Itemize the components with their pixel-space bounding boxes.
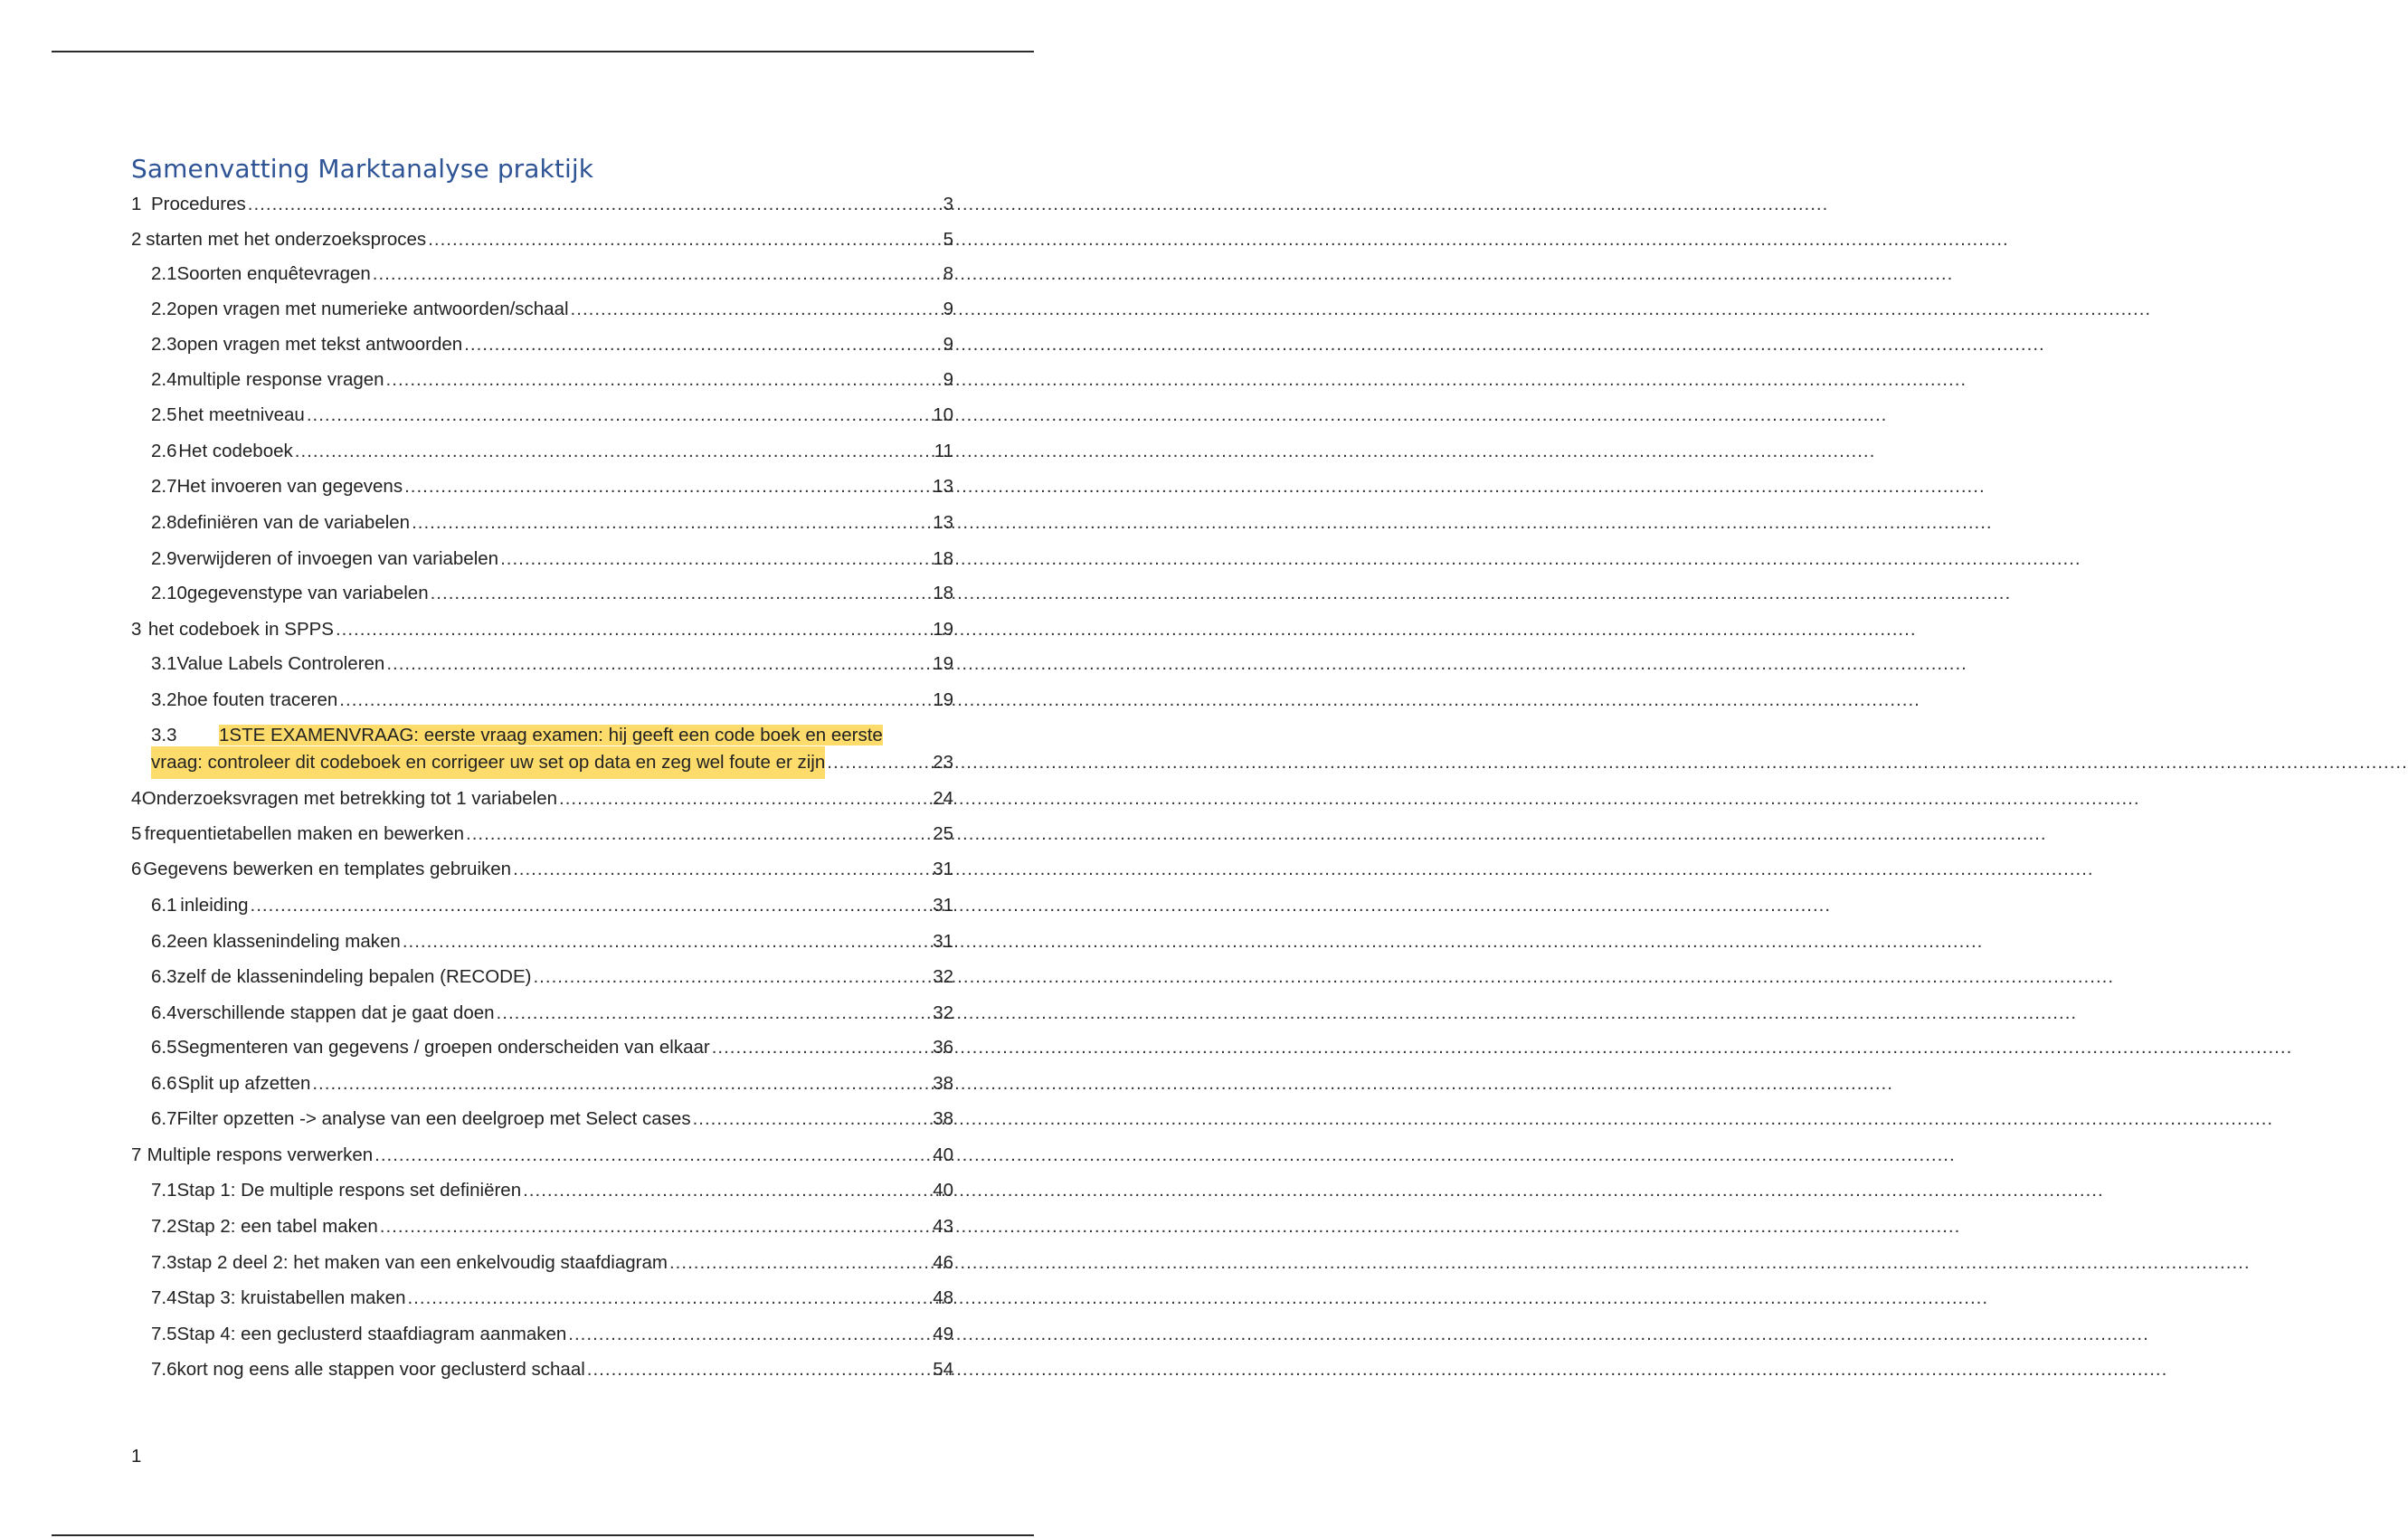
toc-entry[interactable] [0,853,1085,886]
toc-entry-title: inleiding [180,895,249,916]
document-title: Samenvatting Marktanalyse praktijk [131,154,594,184]
toc-entry-title: Gegevens bewerken en templates gebruiken [143,859,512,879]
toc-entry-page: 25 [933,823,953,844]
footer-page-number: 1 [131,1446,142,1467]
dot-leader [386,364,942,396]
toc-entry-title: frequentietabellen maken en bewerken [144,823,465,844]
toc-entry-page: 8 [943,263,953,284]
dot-leader [374,1139,931,1172]
toc-entry-number: 2.1 [151,263,177,284]
toc-entry[interactable] [0,648,1085,680]
dot-leader [466,818,931,850]
toc-entry-page: 18 [933,548,953,569]
dot-leader [251,889,932,922]
toc-entry-title: Multiple respons verwerken [147,1144,374,1165]
toc-entry-page: 40 [933,1180,953,1201]
toc-entry-title: verwijderen of invoegen van variabelen [176,548,499,569]
toc-entry[interactable] [0,364,1085,396]
toc-entry-page: 13 [933,512,953,533]
toc-entry[interactable] [0,1103,1085,1135]
toc-entry-number: 2.4 [151,369,177,390]
toc-entry-title: Value Labels Controleren [176,653,385,674]
toc-entry-title: open vragen met tekst antwoorden [176,334,463,355]
dot-leader [339,684,931,717]
toc-entry-number: 6.7 [151,1108,177,1129]
toc-entry[interactable] [0,258,1085,290]
toc-entry-page: 11 [934,441,953,461]
toc-entry[interactable] [0,926,1085,958]
toc-entry-title: het codeboek in SPPS [147,619,334,640]
dot-leader [412,507,931,539]
toc-entry[interactable] [0,1282,1085,1315]
toc-entry-number: 3 [131,619,142,640]
footer-rule [52,1534,1034,1536]
toc-entry-number: 6.3 [151,966,177,987]
toc-entry-page: 18 [933,583,953,603]
toc-entry-title: starten met het onderzoeksproces [146,229,427,250]
toc-entry-title: Split up afzetten [177,1073,311,1094]
toc-entry-number: 3.1 [151,653,177,674]
toc-entry-number: 6.6 [151,1073,177,1094]
toc-entry-title: gegevenstype van variabelen [186,583,429,603]
toc-entry-page: 48 [933,1287,953,1308]
toc-entry-page: 38 [933,1073,953,1094]
dot-leader [827,746,931,779]
dot-leader [571,293,942,326]
dot-leader [403,926,931,958]
toc-entry-page: 24 [933,788,953,809]
toc-entry-title: kort nog eens alle stappen voor geclusterd schaal [176,1359,585,1380]
toc-entry[interactable] [0,399,1085,432]
toc-entry-number: 7.2 [151,1216,177,1237]
dot-leader [568,1318,931,1351]
toc-entry-title: Stap 2: een tabel maken [176,1216,378,1237]
toc-entry-number: 2.10 [151,583,187,603]
toc-entry[interactable] [0,543,1085,575]
toc-entry-number: 2.8 [151,512,177,533]
dot-leader [669,1247,931,1279]
toc-entry-title: open vragen met numerieke antwoorden/schaal [176,299,569,319]
toc-entry-page: 31 [933,895,953,916]
table-of-contents [0,0,1085,1448]
dot-leader [404,470,931,503]
toc-entry-page: 9 [943,299,953,319]
toc-entry-page: 54 [933,1359,953,1380]
dot-leader [523,1174,931,1207]
toc-entry-number: 2.7 [151,476,177,497]
toc-entry[interactable] [0,577,1085,610]
toc-entry[interactable] [0,818,1085,850]
toc-entry-number: 2 [131,229,142,250]
toc-entry[interactable] [0,997,1085,1030]
dot-leader [386,648,931,680]
toc-entry-number: 3.2 [151,689,177,710]
dot-leader [497,997,932,1030]
toc-entry-title: zelf de klassenindeling bepalen (RECODE) [176,966,532,987]
toc-entry-page: 19 [933,619,953,640]
toc-entry-page: 31 [933,859,953,879]
toc-entry-number: 7.6 [151,1359,177,1380]
dot-leader [464,328,941,361]
toc-entry[interactable] [0,188,1085,221]
toc-entry-title: verschillende stappen dat je gaat doen [176,1002,495,1023]
toc-entry[interactable] [0,1139,1085,1172]
toc-entry[interactable] [0,1353,1085,1386]
toc-entry-title: Het codeboek [178,441,293,461]
toc-entry-number: 5 [131,823,142,844]
toc-entry-title: een klassenindeling maken [176,931,401,952]
toc-entry-number: 4 [131,788,142,809]
toc-entry-title: multiple response vragen [176,369,384,390]
toc-entry[interactable] [0,435,1085,468]
toc-entry[interactable] [0,1247,1085,1279]
toc-entry-number: 6.5 [151,1037,177,1058]
dot-leader [373,258,942,290]
toc-entry[interactable] [0,293,1085,326]
toc-entry-title-line-2: vraag: controleer dit codeboek en corrigeer uw set op data en zeg wel foute er zijn [151,746,825,779]
toc-entry-number: 6.1 [151,895,177,916]
toc-entry[interactable] [0,1318,1085,1351]
toc-entry-page: 31 [933,931,953,952]
toc-entry-number: 3.3 [151,725,177,745]
toc-entry-title: stap 2 deel 2: het maken van een enkelvoudig staafdiagram [176,1252,668,1273]
toc-entry-number: 7.5 [151,1324,177,1344]
toc-entry[interactable] [0,684,1085,717]
toc-entry[interactable] [0,507,1085,539]
toc-entry-number: 2.6 [151,441,177,461]
toc-entry-page: 46 [933,1252,953,1273]
dot-leader [431,577,932,610]
toc-entry[interactable] [0,613,1085,646]
dot-leader [312,1068,931,1100]
toc-entry-number: 6.4 [151,1002,177,1023]
dot-leader [248,188,942,221]
toc-entry-title: hoe fouten traceren [176,689,338,710]
dot-leader [307,399,931,432]
dot-leader [587,1353,931,1386]
dot-leader [693,1103,932,1135]
toc-entry-page: 19 [933,653,953,674]
toc-entry-title: Onderzoeksvragen met betrekking tot 1 variabelen [141,788,557,809]
toc-entry-page: 32 [933,1002,953,1023]
toc-entry-title: Procedures [150,194,246,214]
toc-entry-title: Stap 3: kruistabellen maken [176,1287,406,1308]
toc-entry-page: 49 [933,1324,953,1344]
toc-entry-title: Filter opzetten -> analyse van een deelgroep met Select cases [176,1108,691,1129]
toc-entry-page: 38 [933,1108,953,1129]
toc-entry-page: 19 [933,689,953,710]
dot-leader [380,1210,931,1243]
toc-entry-title: het meetniveau [177,404,305,425]
toc-entry-title: Het invoeren van gegevens [176,476,403,497]
dot-leader [428,223,941,256]
toc-entry-title: Segmenteren van gegevens / groepen onderscheiden van elkaar [176,1037,710,1058]
toc-entry[interactable] [0,1068,1085,1100]
toc-entry-number: 7.1 [151,1180,177,1201]
toc-entry[interactable] [0,223,1085,256]
toc-entry-page: 10 [933,404,953,425]
dot-leader [500,543,931,575]
toc-entry-title: Soorten enquêtevragen [176,263,371,284]
dot-leader [513,853,931,886]
toc-entry[interactable] [0,783,1085,815]
toc-entry-page: 9 [943,369,953,390]
dot-leader [407,1282,931,1315]
dot-leader [559,783,931,815]
toc-entry-highlighted-continuation[interactable] [0,746,1085,779]
toc-entry-page: 43 [933,1216,953,1237]
toc-entry-title: Stap 1: De multiple respons set definiëren [176,1180,522,1201]
toc-entry-page: 5 [943,229,953,250]
dot-leader [712,1031,931,1064]
toc-entry-page: 32 [933,966,953,987]
dot-leader [336,613,931,646]
toc-entry[interactable] [0,1031,1085,1064]
toc-entry[interactable] [0,470,1085,503]
toc-entry-title-line-1: 1STE EXAMENVRAAG: eerste vraag examen: hij geeft een code boek en eerste [219,725,883,745]
toc-entry[interactable] [0,1210,1085,1243]
toc-entry[interactable] [0,889,1085,922]
toc-entry[interactable] [0,961,1085,993]
toc-entry-page: 13 [933,476,953,497]
toc-entry-number: 2.3 [151,334,177,355]
toc-entry[interactable] [0,1174,1085,1207]
toc-entry-page: 40 [933,1144,953,1165]
toc-entry-title: Stap 4: een geclusterd staafdiagram aanmaken [176,1324,567,1344]
toc-entry-number: 2.5 [151,404,177,425]
dot-leader [295,435,933,468]
toc-entry-number: 7 [131,1144,142,1165]
toc-entry-number: 6 [131,859,142,879]
toc-entry-title: definiëren van de variabelen [176,512,411,533]
toc-entry[interactable] [0,328,1085,361]
toc-entry-number: 1 [131,194,142,214]
toc-entry-page: 9 [943,334,953,355]
toc-entry-number: 2.2 [151,299,177,319]
toc-entry-page: 36 [933,1037,953,1058]
toc-entry-number: 7.3 [151,1252,177,1273]
toc-entry-page: 23 [933,752,953,773]
dot-leader [533,961,931,993]
toc-entry-number: 2.9 [151,548,177,569]
toc-entry-number: 7.4 [151,1287,177,1308]
toc-entry-page: 3 [943,194,953,214]
toc-entry-number: 6.2 [151,931,177,952]
